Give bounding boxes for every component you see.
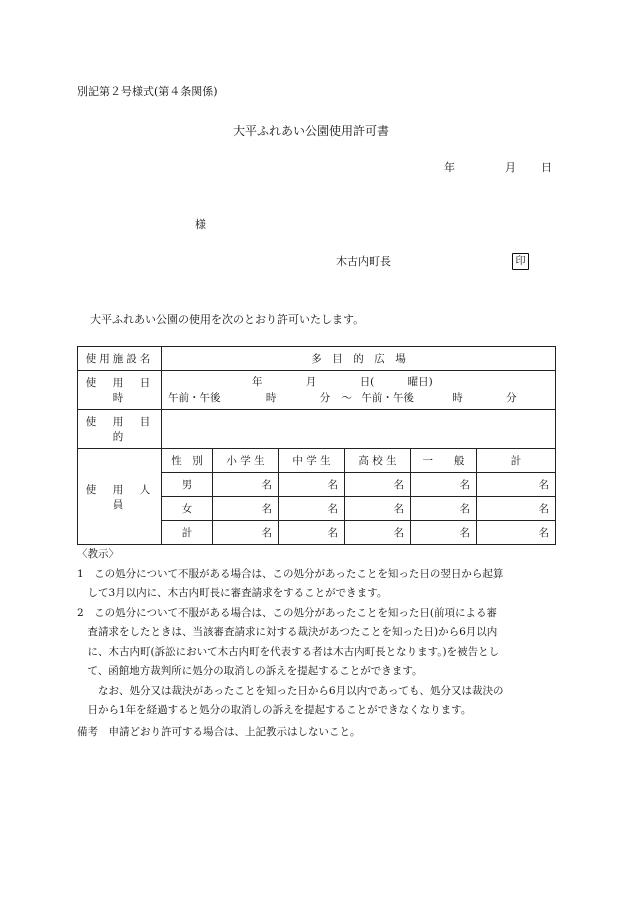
facility-label: 使用施設名	[78, 347, 162, 371]
cell-unit: 名	[213, 473, 279, 497]
facility-value: 多 目 的 広 場	[162, 347, 556, 371]
datetime-value	[162, 371, 556, 410]
instruction-line: に、木古内町(訴訟において木古内町を代表する者は木古内町長となります。)を被告とし	[77, 645, 500, 658]
cell-unit: 名	[279, 521, 345, 545]
remark: 備考 申請どおり許可する場合は、上記教示はしないこと。	[77, 726, 361, 738]
users-label: 使 用 人 員	[78, 449, 162, 545]
date-month: 月	[505, 161, 516, 174]
instruction-line: して3月以内に、木古内町長に審査請求をすることができます。	[77, 587, 388, 599]
col-high-school: 高 校 生	[345, 449, 411, 473]
seal-mark: 印	[512, 253, 529, 270]
row-label-male: 男	[162, 473, 213, 497]
col-total: 計	[477, 449, 556, 473]
intro-text: 大平ふれあい公園の使用を次のとおり許可いたします。	[90, 313, 365, 326]
cell-unit: 名	[213, 497, 279, 521]
instruction-line: 査請求をしたときは、当該審査請求に対する裁決があつたことを知った日)から6月以内	[77, 626, 498, 638]
instruction-line: なお、処分又は裁決があったことを知った日から6月以内であっても、処分又は裁決の	[77, 684, 504, 697]
dt-month: 月	[305, 376, 317, 388]
dt-year: 年	[252, 376, 263, 388]
dt-ampm-start: 午前・午後	[168, 392, 221, 404]
dt-ampm-end: 午前・午後	[361, 392, 414, 404]
purpose-label: 使 用 目 的	[78, 410, 162, 449]
instructions-heading: 〈教示〉	[77, 548, 119, 560]
issuer: 木古内町長	[336, 255, 391, 268]
cell-unit: 名	[345, 521, 411, 545]
datetime-label: 使 用 日 時	[78, 371, 162, 410]
col-gender: 性 別	[162, 449, 213, 473]
cell-unit: 名	[345, 473, 411, 497]
dt-day: 日(	[359, 376, 375, 388]
cell-unit: 名	[411, 521, 477, 545]
page-title: 大平ふれあい公園使用許可書	[233, 124, 390, 138]
cell-unit: 名	[213, 521, 279, 545]
cell-unit: 名	[279, 473, 345, 497]
col-general: 一 般	[411, 449, 477, 473]
instructions	[77, 545, 559, 721]
row-label-total: 計	[162, 521, 213, 545]
cell-unit: 名	[477, 497, 556, 521]
col-junior-high: 中 学 生	[279, 449, 345, 473]
form-id: 別記第２号様式(第４条関係)	[77, 85, 218, 98]
date-day: 日	[541, 161, 552, 174]
users-header-row	[78, 449, 556, 473]
addressee-suffix: 様	[195, 218, 206, 231]
dt-hour-end: 時	[452, 392, 463, 404]
cell-unit: 名	[279, 497, 345, 521]
col-elementary: 小 学 生	[213, 449, 279, 473]
instruction-line: 日から1年を経過すると処分の取消しの訴えを提起することができなくなります。	[77, 704, 472, 716]
cell-unit: 名	[477, 473, 556, 497]
dt-min-end: 分	[506, 392, 517, 404]
cell-unit: 名	[411, 473, 477, 497]
cell-unit: 名	[345, 497, 411, 521]
instruction-line: 2 この処分について不服がある場合は、この処分があったことを知った日(前項による審	[77, 606, 497, 619]
dt-hour-start: 時	[265, 392, 277, 404]
dt-weekday: 曜日)	[407, 376, 433, 388]
purpose-row	[78, 410, 556, 449]
instruction-line: て、函館地方裁判所に処分の取消しの訴えを提起することができます。	[77, 665, 423, 677]
facility-row	[78, 347, 556, 371]
date-year: 年	[444, 161, 455, 174]
instruction-line: 1 この処分について不服がある場合は、この処分があったことを知った日の翌日から起算	[77, 567, 504, 580]
permit-table	[77, 346, 556, 545]
cell-unit: 名	[477, 521, 556, 545]
purpose-value	[162, 410, 556, 449]
issue-date	[444, 161, 552, 174]
row-label-female: 女	[162, 497, 213, 521]
dt-tilde: ～	[341, 392, 353, 404]
datetime-row	[78, 371, 556, 410]
cell-unit: 名	[411, 497, 477, 521]
dt-min-start: 分	[319, 392, 331, 404]
